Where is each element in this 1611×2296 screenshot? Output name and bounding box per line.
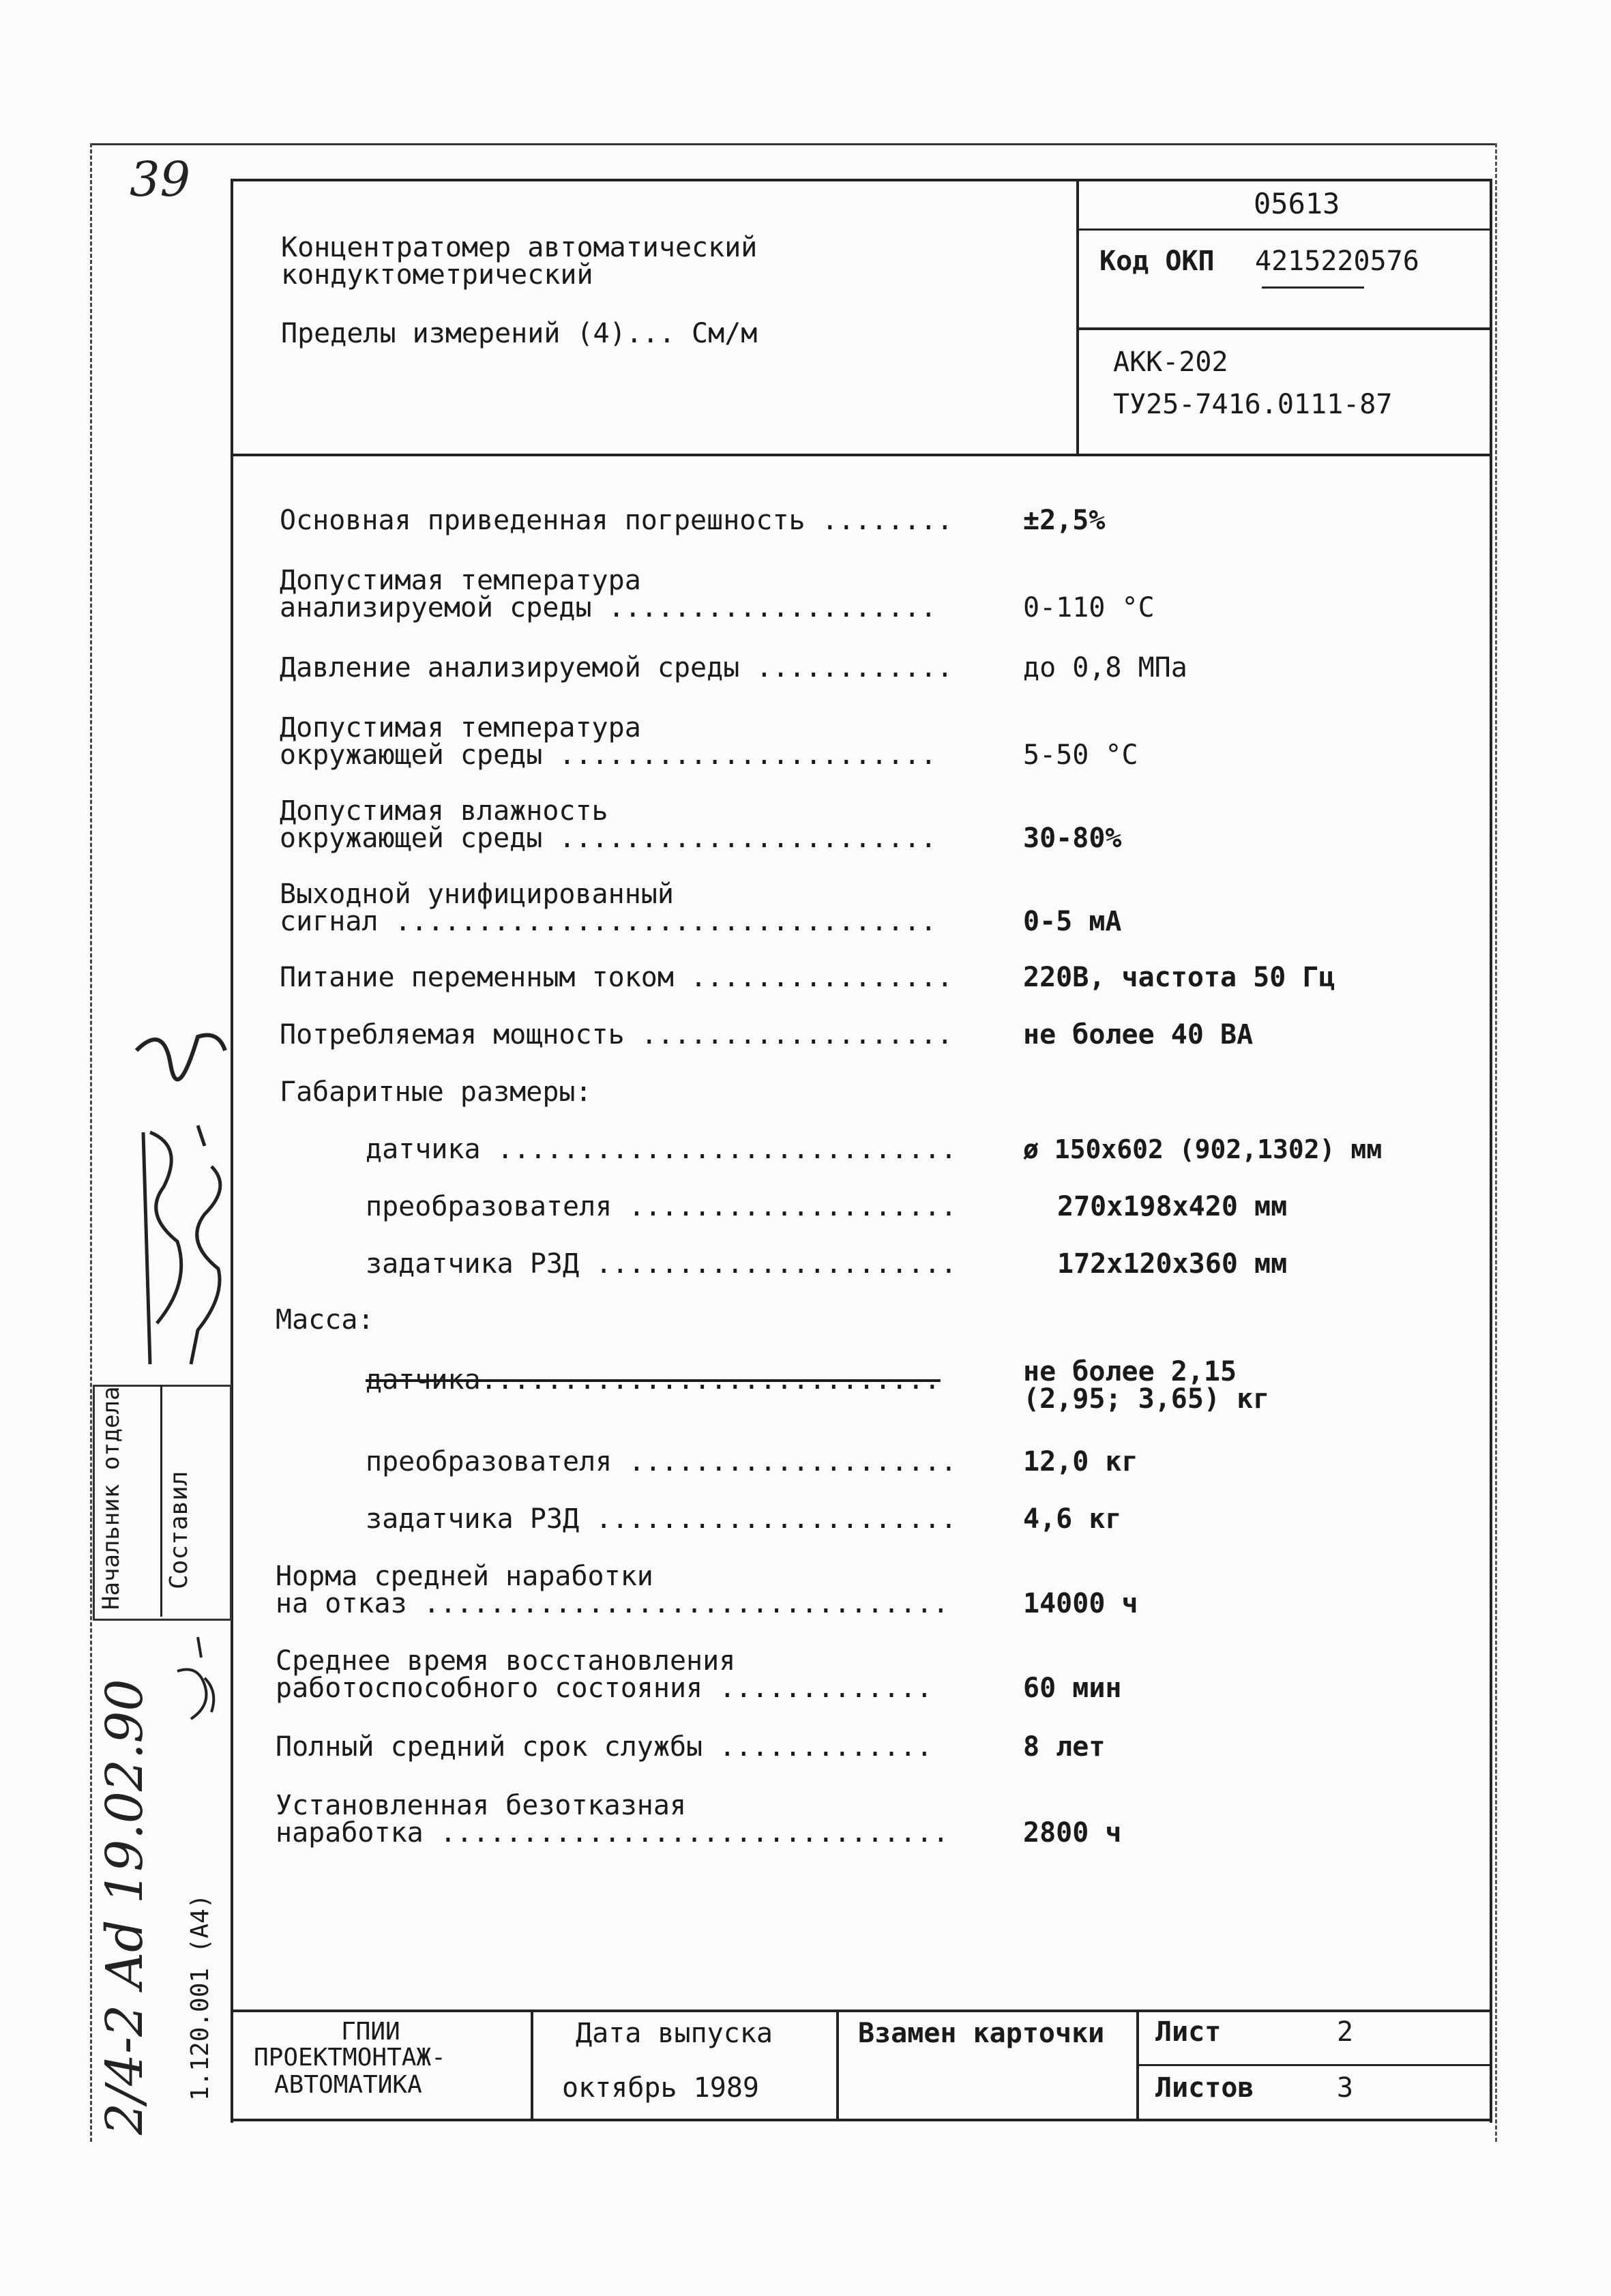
spec-row — [280, 824, 936, 853]
spec-label: наработка ............................... — [276, 1817, 949, 1849]
org-name-3: АВТОМАТИКА — [274, 2071, 422, 2099]
spec-value: 2800 ч — [1023, 1817, 1122, 1849]
approval-stamp-divider — [160, 1385, 162, 1617]
signature-small — [164, 1630, 232, 1733]
head-of-department-label: Начальник отдела — [98, 1386, 125, 1610]
signature-scribbles — [123, 1010, 239, 1392]
spec-row — [280, 741, 936, 769]
spec-label: окружающей среды ....................... — [280, 739, 937, 771]
outer-frame-left — [90, 143, 92, 2142]
spec-label: анализируемой среды .................... — [280, 592, 937, 623]
spec-row — [280, 653, 953, 682]
card-top-line — [231, 179, 1490, 181]
replaces-card-label: Взамен карточки — [858, 2018, 1105, 2049]
page-number: 39 — [130, 151, 191, 207]
sheets-total-value: 3 — [1337, 2072, 1354, 2104]
spec-row — [276, 1674, 932, 1703]
spec-value: 0-5 мА — [1023, 906, 1122, 937]
spec-row — [276, 1589, 949, 1618]
spec-label-line1: Допустимая температура — [280, 712, 641, 744]
spec-row — [276, 1819, 949, 1847]
mass-label: датчика............................ — [366, 1364, 941, 1396]
okp-code: 4215220576 — [1255, 246, 1419, 277]
spec-row — [276, 1733, 932, 1761]
spec-label: Потребляемая мощность ................... — [280, 1019, 954, 1050]
tech-spec-number: ТУ25-7416.0111-87 — [1113, 389, 1393, 420]
spec-label: сигнал ................................. — [280, 906, 937, 937]
spec-label: Основная приведенная погрешность ........ — [280, 505, 954, 536]
footer-divider-1 — [531, 2010, 533, 2119]
product-title-2: кондуктометрический — [281, 259, 593, 291]
author-label: Составил — [165, 1471, 193, 1589]
spec-label-line1: Допустимая влажность — [280, 795, 608, 827]
spec-row — [280, 907, 936, 936]
sheet-label: Лист — [1155, 2016, 1222, 2048]
dimension-label: преобразователя .................... — [366, 1191, 957, 1222]
mass-value: 4,6 кг — [1023, 1503, 1122, 1535]
card-right-line — [1490, 179, 1492, 2123]
spec-value: ±2,5% — [1023, 505, 1106, 536]
footer-bottom-line — [231, 2119, 1490, 2121]
mass-label: преобразователя .................... — [366, 1446, 957, 1477]
release-date-value: октябрь 1989 — [562, 2072, 759, 2104]
okp-underline — [1262, 286, 1364, 289]
mass-value: 12,0 кг — [1023, 1446, 1138, 1477]
spec-value: до 0,8 МПа — [1023, 652, 1187, 683]
release-date-label: Дата выпуска — [576, 2018, 773, 2049]
spec-label: Питание переменным током ................ — [280, 962, 954, 993]
spec-value: 14000 ч — [1023, 1588, 1138, 1619]
spec-label: Полный средний срок службы ............. — [276, 1731, 933, 1763]
model-name: АКК-202 — [1113, 347, 1228, 378]
sheet-value: 2 — [1337, 2016, 1354, 2048]
footer-sheet-line — [1136, 2064, 1490, 2066]
header-bottom-line — [231, 454, 1490, 456]
sheets-total-label: Листов — [1155, 2072, 1254, 2104]
spec-label: на отказ ................................ — [276, 1588, 949, 1619]
header-code-line — [1076, 229, 1490, 231]
org-name-1: ГПИИ — [341, 2018, 400, 2046]
dimension-label: датчика ............................ — [366, 1134, 957, 1165]
form-code: 1.120.001 (А4) — [186, 1894, 214, 2101]
dimension-label: задатчика РЗД ...................... — [366, 1248, 957, 1280]
spec-label-line1: Норма средней наработки — [276, 1561, 653, 1592]
okp-label: Код ОКП — [1099, 246, 1215, 277]
mass-value-line2: (2,95; 3,65) кг — [1023, 1383, 1270, 1415]
spec-value: 60 мин — [1023, 1673, 1122, 1704]
spec-label-line1: Среднее время восстановления — [276, 1645, 736, 1677]
spec-row — [280, 1020, 953, 1049]
footer-top-line — [231, 2010, 1490, 2012]
org-name-2: ПРОЕКТМОНТАЖ- — [254, 2044, 446, 2072]
spec-row — [280, 963, 953, 992]
card-number: 05613 — [1254, 187, 1340, 220]
header-model-line — [1076, 327, 1490, 330]
spec-value: не более 40 ВА — [1023, 1019, 1254, 1050]
dimension-value: 270х198х420 мм — [1057, 1191, 1288, 1222]
mass-value-line1: не более 2,15 — [1023, 1356, 1237, 1387]
spec-label: окружающей среды ....................... — [280, 823, 937, 854]
dimensions-heading: Габаритные размеры: — [280, 1076, 592, 1108]
spec-value: 0-110 °С — [1023, 592, 1155, 623]
spec-value: 220В, частота 50 Гц — [1023, 962, 1335, 993]
product-title-1: Концентратомер автоматический — [281, 232, 758, 263]
mass-label: задатчика РЗД ...................... — [366, 1503, 957, 1535]
outer-frame-right — [1495, 143, 1497, 2142]
spec-value: 5-50 °С — [1023, 739, 1138, 771]
dimension-value: ø 150х602 (902,1302) мм — [1023, 1134, 1383, 1164]
footer-divider-2 — [836, 2010, 839, 2119]
spec-label-line1: Выходной унифицированный — [280, 879, 674, 910]
dimension-value: 172х120х360 мм — [1057, 1248, 1288, 1280]
spec-label-line1: Допустимая температура — [280, 565, 641, 596]
mass-heading: Масса: — [276, 1304, 374, 1336]
spec-label: работоспособного состояния ............. — [276, 1673, 933, 1704]
spec-row — [280, 593, 936, 622]
header-divider — [1076, 179, 1079, 454]
spec-label: Давление анализируемой среды ............ — [280, 652, 954, 683]
handwritten-registration: 2/4-2 Ad 19.02.90 — [95, 1679, 154, 2135]
spec-value: 30-80% — [1023, 823, 1122, 854]
spec-row — [280, 506, 953, 535]
spec-label-line1: Установленная безотказная — [276, 1790, 687, 1821]
measurement-range: Пределы измерений (4)... См/м — [281, 318, 758, 349]
outer-frame-top — [90, 143, 1496, 145]
spec-value: 8 лет — [1023, 1731, 1106, 1763]
